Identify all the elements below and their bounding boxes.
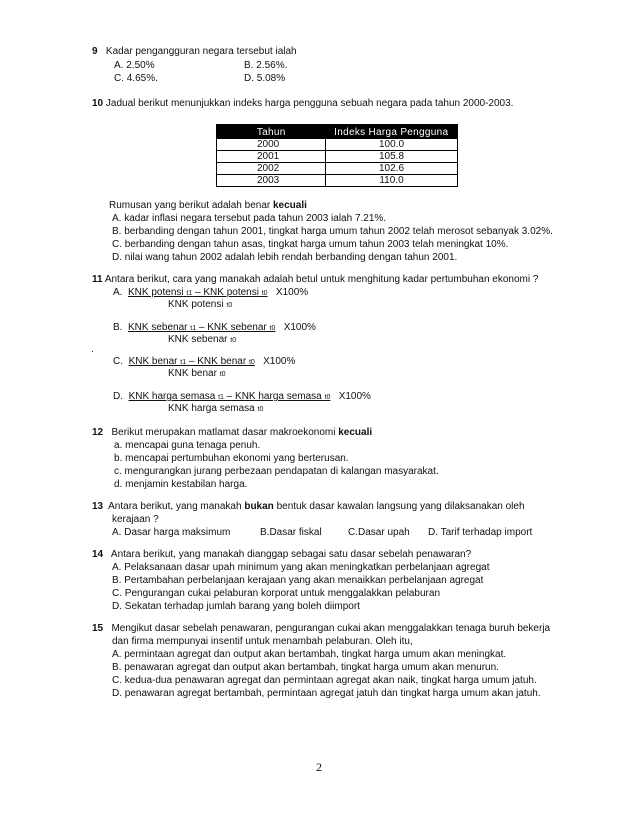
table-row [217, 139, 458, 151]
numerator-term: KNK harga semasa [128, 391, 216, 402]
question-number: 10 [92, 98, 104, 109]
column-header-index: Indeks Harga Pengguna [326, 125, 458, 140]
numerator-term: – KNK harga semasa [223, 391, 322, 402]
question-10-stem [109, 200, 307, 212]
question-number: 12 [92, 427, 104, 438]
multiplier: X100% [263, 356, 296, 367]
stem-text: Berikut merupakan matlamat dasar makroekonomi [111, 427, 339, 438]
denominator-term: KNK benar [168, 368, 217, 379]
stem-text: Antara berikut, yang manakah [108, 501, 245, 512]
option-b: b. mencapai pertumbuhan ekonomi yang berterusan. [114, 453, 349, 464]
option-c: C. Pengurangan cukai pelaburan korporat untuk menggalakkan pelaburan [112, 588, 441, 599]
numerator-term: KNK benar [128, 356, 178, 367]
column-header-year: Tahun [217, 125, 326, 140]
option-b: B. penawaran agregat dan output akan bertambah, tingkat harga umum akan menurun. [112, 662, 499, 673]
subscript: t0 [219, 371, 226, 378]
question-13 [92, 501, 525, 513]
multiplier: X100% [283, 322, 316, 333]
question-13-stem-continued: kerajaan ? [112, 514, 159, 525]
subscript: t1 [190, 325, 197, 332]
option-d: D. 5.08% [244, 73, 286, 84]
option-c-denominator [168, 368, 226, 381]
table-row [217, 151, 458, 163]
question-9 [92, 46, 297, 58]
numerator-term: – KNK sebenar [196, 322, 267, 333]
option-label: C. [113, 356, 123, 367]
option-b: B. berbanding dengan tahun 2001, tingkat harga umum tahun 2002 telah merosot sebanyak 3.02%. [112, 226, 553, 237]
option-a: A. permintaan agregat dan output akan bertambah, tingkat harga umum akan meningkat. [112, 649, 507, 660]
index-cell: 100.0 [326, 139, 458, 151]
page-number: 2 [316, 760, 322, 774]
option-label: B. [113, 322, 123, 333]
option-d: D. penawaran agregat bertambah, permintaan agregat jatuh dan tingkat harga umum akan jatuh. [112, 688, 541, 699]
option-a: A. 2.50% [114, 60, 155, 71]
question-15-text-continued: dan firma mempunyai insentif untuk menambah pelaburan. Oleh itu, [112, 636, 413, 647]
question-14 [92, 549, 471, 561]
question-number: 15 [92, 623, 104, 634]
stem-emphasis: kecuali [273, 200, 307, 211]
stem-emphasis: bukan [244, 501, 274, 512]
subscript: t1 [186, 290, 193, 297]
option-label: D. [113, 391, 123, 402]
subscript: t0 [230, 337, 237, 344]
price-index-table [216, 124, 458, 187]
denominator-term: KNK harga semasa [168, 403, 255, 414]
subscript: t0 [257, 406, 264, 413]
option-b: B. Pertambahan perbelanjaan kerajaan yang akan menaikkan perbelanjaan agregat [112, 575, 484, 586]
subscript: t0 [269, 325, 276, 332]
question-number: 11 [92, 274, 103, 285]
stem-text: bentuk dasar kawalan langsung yang dilaksanakan oleh [273, 501, 525, 512]
index-cell: 105.8 [326, 151, 458, 163]
option-d: d. menjamin kestabilan harga. [114, 479, 248, 490]
question-10 [92, 98, 513, 110]
numerator-term: – KNK potensi [192, 287, 259, 298]
option-c: c. mengurangkan jurang perbezaan pendapatan di kalangan masyarakat. [114, 466, 439, 477]
option-a: A. Dasar harga maksimum [112, 527, 231, 538]
option-b: B. 2.56%. [244, 60, 288, 71]
multiplier: X100% [338, 391, 371, 402]
question-text: Jadual berikut menunjukkan indeks harga pengguna sebuah negara pada tahun 2000-2003. [105, 98, 514, 109]
subscript: t0 [261, 290, 268, 297]
question-text: Kadar pengangguran negara tersebut ialah [105, 46, 297, 57]
year-cell: 2003 [217, 175, 326, 187]
option-c: C. 4.65%. [114, 73, 158, 84]
question-text: Antara berikut, cara yang manakah adalah betul untuk menghitung kadar pertumbuhan ekonomi ? [104, 274, 539, 285]
year-cell: 2002 [217, 163, 326, 175]
formula-numerator [129, 391, 331, 402]
multiplier: X100% [275, 287, 309, 298]
formula-numerator [128, 287, 268, 298]
option-d: D. Tarif terhadap import [428, 527, 533, 538]
subscript: t0 [248, 359, 255, 366]
table-row [217, 175, 458, 187]
question-number: 14 [92, 549, 104, 560]
option-c: C.Dasar upah [348, 527, 410, 538]
question-15 [92, 623, 550, 635]
option-c: C. kedua-dua penawaran agregat dan permintaan agregat akan naik, tingkat harga umum jatuh. [112, 675, 537, 686]
subscript: t1 [218, 394, 224, 401]
table-row [217, 163, 458, 175]
option-b-denominator [168, 334, 236, 347]
index-cell: 102.6 [326, 163, 458, 175]
denominator-term: KNK potensi [168, 299, 224, 310]
index-cell: 110.0 [379, 175, 404, 186]
option-a: A. kadar inflasi negara tersebut pada tahun 2003 ialah 7.21%. [112, 213, 387, 224]
option-a-denominator [168, 299, 232, 312]
option-b: B.Dasar fiskal [260, 527, 322, 538]
question-12 [92, 427, 372, 439]
subscript: t0 [226, 302, 233, 309]
stem-text: Rumusan yang berikut adalah benar [109, 200, 273, 211]
subscript: t1 [180, 359, 187, 366]
stem-emphasis: kecuali [338, 427, 373, 438]
question-text: Antara berikut, yang manakah dianggap sebagai satu dasar sebelah penawaran? [110, 549, 472, 560]
table-header-row [217, 125, 458, 140]
question-11 [92, 274, 538, 286]
question-number: 13 [92, 501, 104, 512]
year-cell: 2000 [217, 139, 326, 151]
question-number: 9 [92, 46, 98, 57]
option-d: D. Sekatan terhadap jumlah barang yang boleh diimport [112, 601, 360, 612]
subscript: t0 [324, 394, 331, 401]
numerator-term: KNK potensi [128, 287, 184, 298]
question-text: Mengikut dasar sebelah penawaran, pengurangan cukai akan menggalakkan tenaga buruh bekerja [111, 623, 551, 634]
denominator-term: KNK sebenar [168, 334, 228, 345]
option-label: A. [113, 287, 123, 298]
option-d-denominator [168, 403, 263, 416]
option-d: D. nilai wang tahun 2002 adalah lebih rendah berbanding dengan tahun 2001. [112, 252, 458, 263]
numerator-term: KNK sebenar [128, 322, 188, 333]
stray-dot: . [91, 344, 94, 355]
option-c: C. berbanding dengan tahun asas, tingkat harga umum tahun 2003 telah meningkat 10%. [112, 239, 509, 250]
numerator-term: – KNK benar [186, 356, 247, 367]
year-cell: 2001 [217, 151, 326, 163]
formula-numerator [129, 356, 255, 367]
formula-numerator [128, 322, 275, 333]
option-a: a. mencapai guna tenaga penuh. [114, 440, 261, 451]
option-a: A. Pelaksanaan dasar upah minimum yang akan meningkatkan perbelanjaan agregat [112, 562, 490, 573]
